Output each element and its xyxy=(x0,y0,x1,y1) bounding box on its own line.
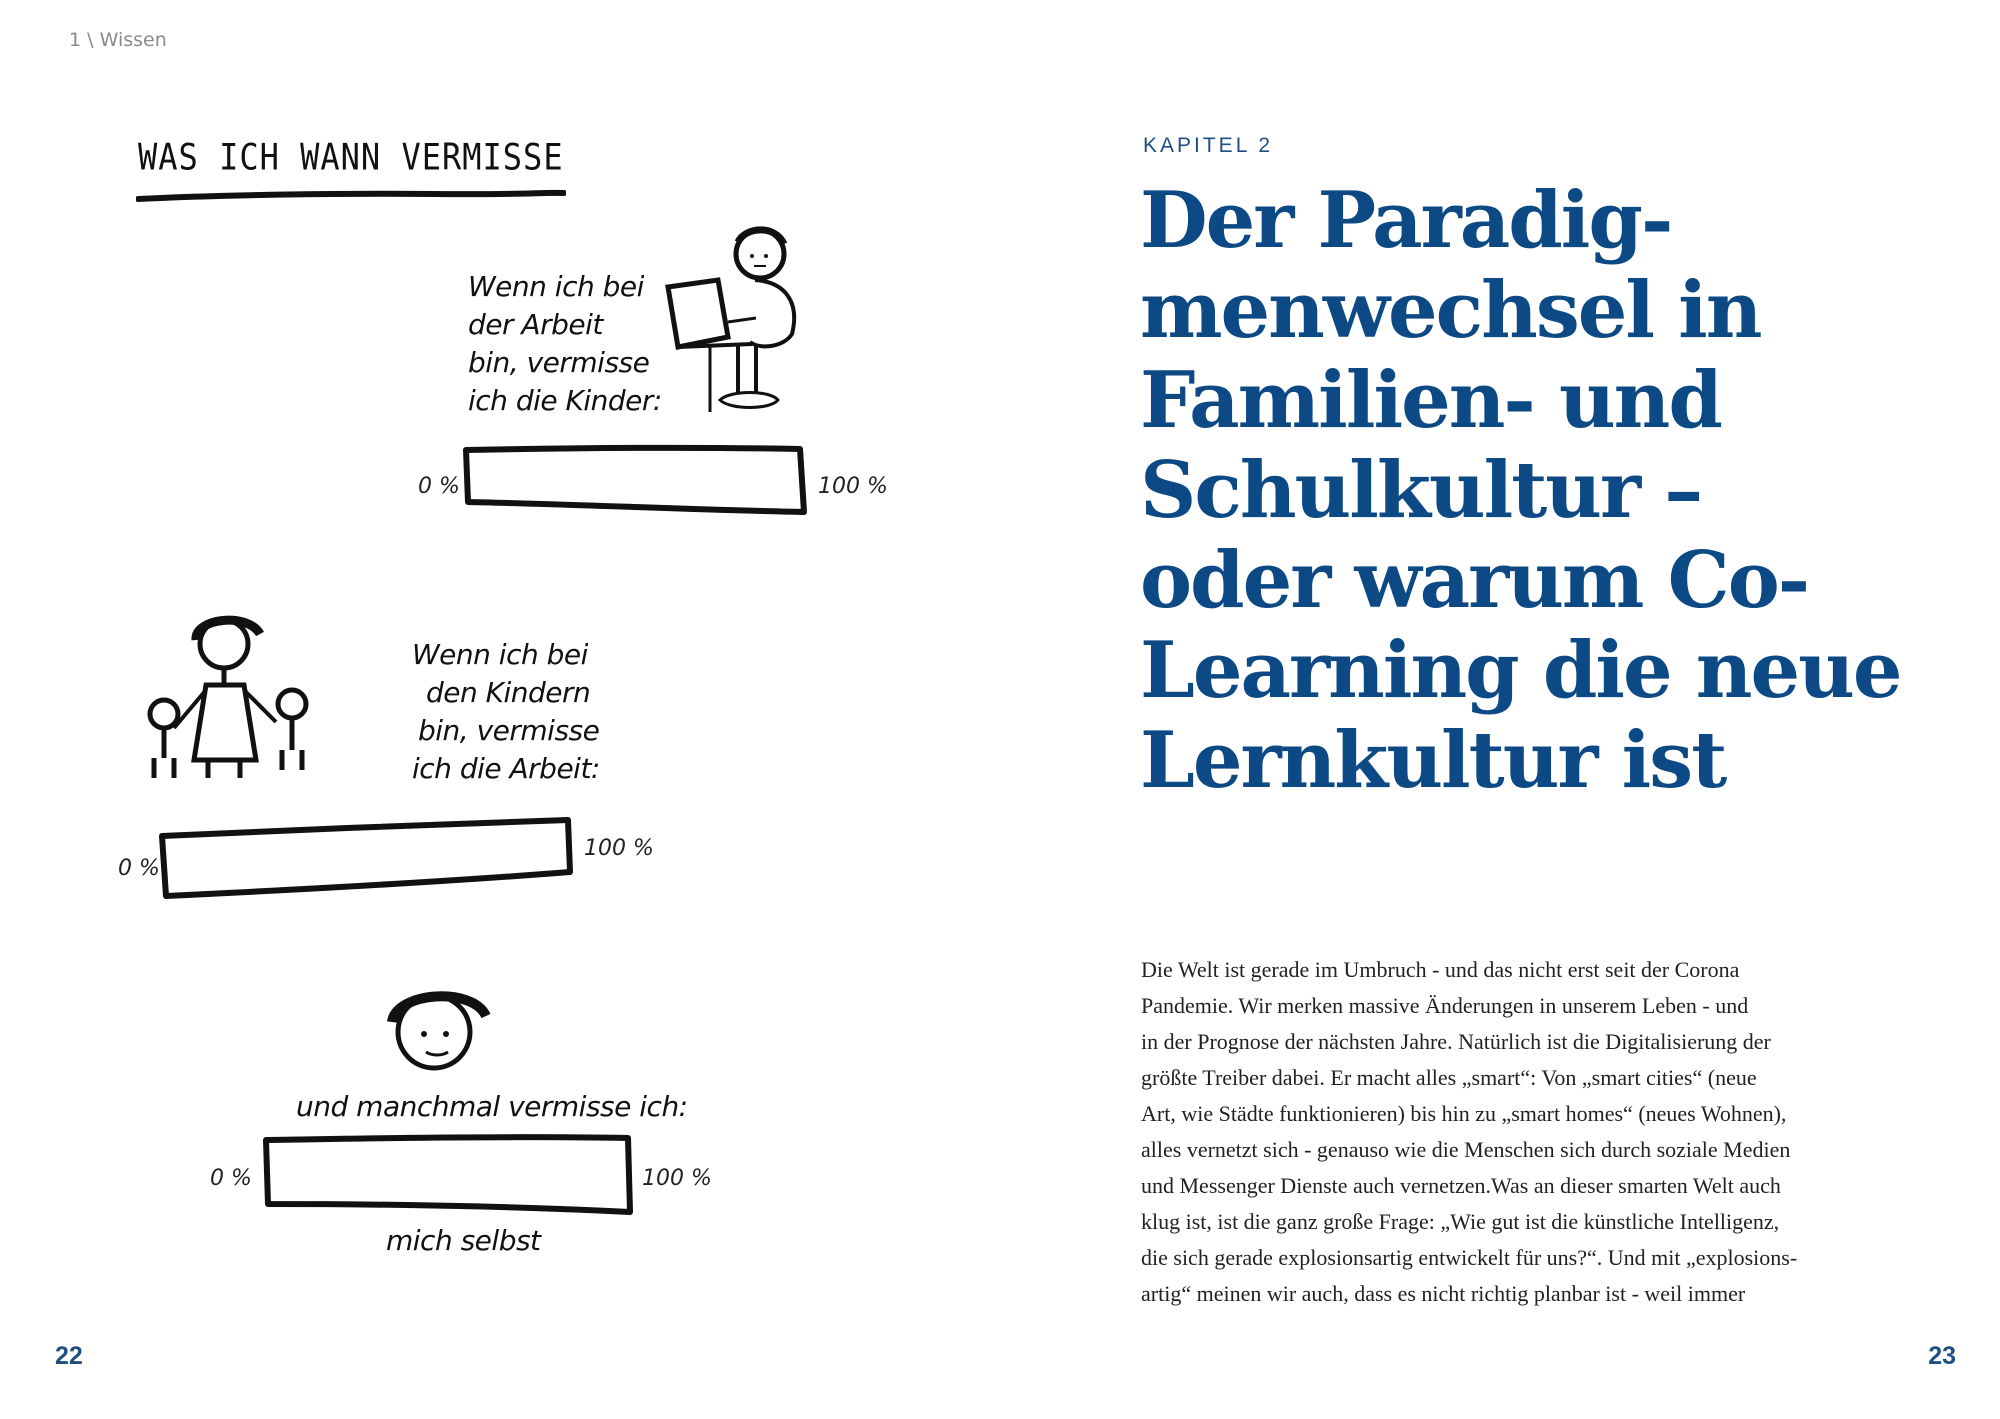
body-line: Die Welt ist gerade im Umbruch - und das nicht erst seit der Corona xyxy=(1141,957,1740,982)
scale-3-max-label: 100 % xyxy=(642,1166,712,1191)
scale-2-max-label: 100 % xyxy=(584,836,654,861)
chapter-title xyxy=(1140,176,1920,806)
body-line: artig“ meinen wir auch, dass es nicht richtig planbar ist - weil immer xyxy=(1141,1281,1746,1306)
caption-line: und manchmal vermisse ich: xyxy=(296,1090,688,1123)
title-line: oder warum Co- xyxy=(1140,535,1809,626)
scale-1-min-label: 0 % xyxy=(418,474,460,499)
page-number-right: 23 xyxy=(1928,1342,1956,1370)
body-line: Pandemie. Wir merken massive Änderungen in unserem Leben - und xyxy=(1141,993,1749,1018)
scale-1-max-label: 100 % xyxy=(818,474,888,499)
title-line: Familien- und xyxy=(1140,355,1721,446)
body-line: die sich gerade explosionsartig entwickelt für uns?“. Und mit „explosions- xyxy=(1141,1245,1798,1270)
body-line: Art, wie Städte funktionieren) bis hin zu „smart homes“ (neues Wohnen), xyxy=(1141,1101,1787,1126)
body-line: klug ist, ist die ganz große Frage: „Wie gut ist die künstliche Intelligenz, xyxy=(1141,1209,1780,1234)
scale-3-below-label: mich selbst xyxy=(386,1224,541,1257)
body-line: größte Treiber dabei. Er macht alles „smart“: Von „smart cities“ (neue xyxy=(1141,1065,1757,1090)
caption-line: der Arbeit xyxy=(468,308,603,341)
scale-2-bar xyxy=(152,812,578,904)
sketch-title-underline xyxy=(136,186,566,206)
scale-3-caption xyxy=(296,1088,688,1126)
caption-line: Wenn ich bei xyxy=(412,638,588,671)
caption-line: den Kindern xyxy=(426,676,591,709)
caption-line: bin, vermisse xyxy=(468,346,650,379)
scale-2-min-label: 0 % xyxy=(118,856,160,881)
scale-1-caption xyxy=(468,268,662,420)
title-line: Schulkultur – xyxy=(1140,445,1702,536)
caption-line: Wenn ich bei xyxy=(468,270,644,303)
chapter-label: KAPITEL 2 xyxy=(1143,134,1274,157)
title-line: Learning die neue xyxy=(1140,625,1901,716)
scale-2-caption xyxy=(412,636,600,788)
title-line: Lernkultur ist xyxy=(1140,715,1726,806)
face-doodle xyxy=(362,982,507,1082)
caption-line: ich die Kinder: xyxy=(468,384,662,417)
laptop-person-doodle xyxy=(660,222,820,422)
body-line: in der Prognose der nächsten Jahre. Natürlich ist die Digitalisierung der xyxy=(1141,1029,1771,1054)
caption-line: ich die Arbeit: xyxy=(412,752,600,785)
page-number-left: 22 xyxy=(55,1342,83,1370)
sketch-title: WAS ICH WANN VERMISSE xyxy=(138,135,564,179)
running-head: 1 \ Wissen xyxy=(69,29,167,51)
scale-1-bar xyxy=(458,442,810,518)
scale-3-min-label: 0 % xyxy=(210,1166,252,1191)
title-line: menwechsel in xyxy=(1140,265,1761,356)
body-line: und Messenger Dienste auch vernetzen.Was an dieser smarten Welt auch xyxy=(1141,1173,1781,1198)
body-line: alles vernetzt sich - genauso wie die Menschen sich durch soziale Medien xyxy=(1141,1137,1791,1162)
scale-3-bar xyxy=(258,1130,638,1220)
body-paragraph xyxy=(1141,952,1901,1312)
caption-line: bin, vermisse xyxy=(418,714,600,747)
title-line: Der Paradig- xyxy=(1140,175,1672,266)
parent-with-children-doodle xyxy=(136,610,326,790)
